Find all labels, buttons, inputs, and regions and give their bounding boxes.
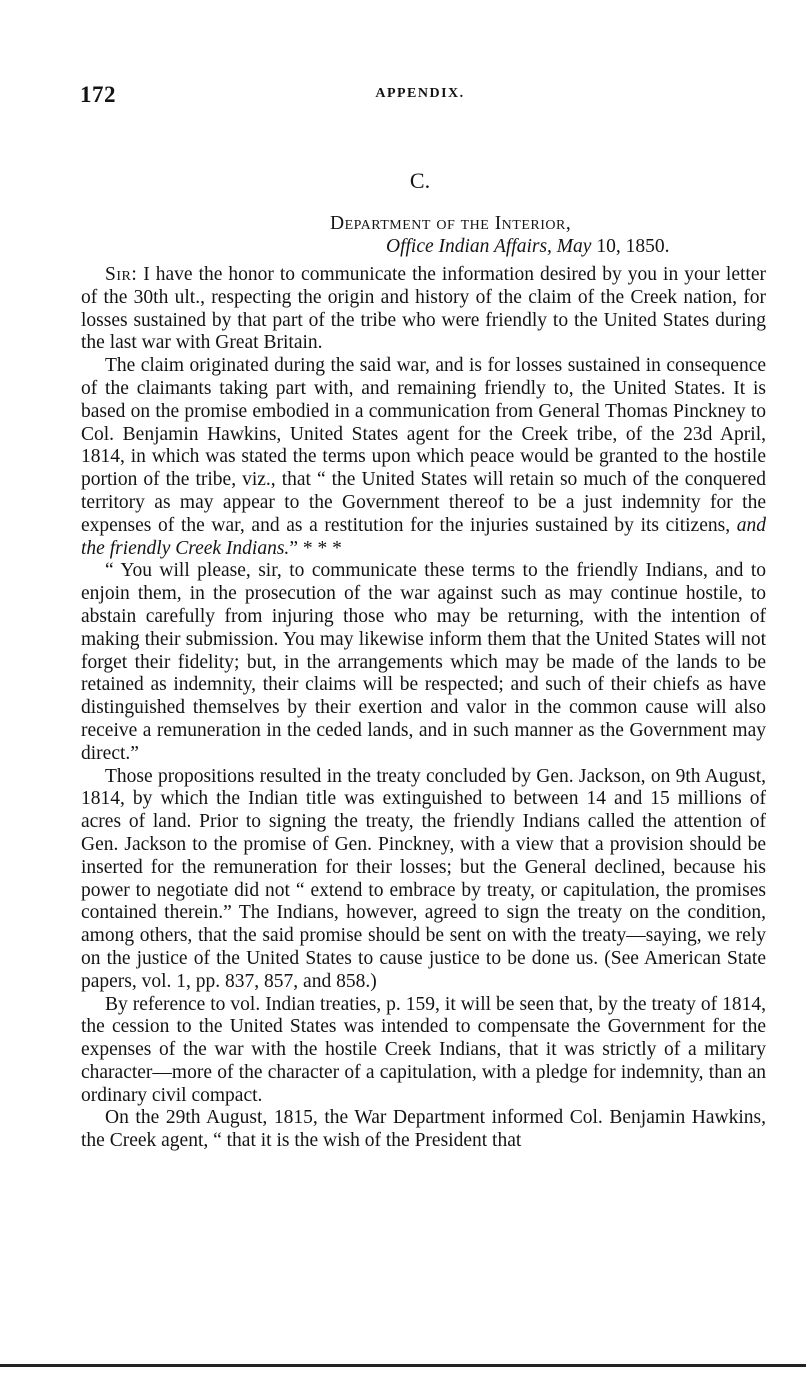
page-number: 172 <box>80 82 116 107</box>
paragraph-2-text-b: ” * * * <box>289 537 342 559</box>
letter-body <box>81 264 766 1153</box>
paragraph-quotation <box>81 560 766 765</box>
salutation: Sir: <box>105 264 138 285</box>
date-text: 10, 1850. <box>591 236 670 257</box>
paragraph-reference <box>81 994 766 1108</box>
running-head: APPENDIX. <box>375 86 465 101</box>
paragraph-treaty <box>81 766 766 994</box>
paragraph-salutation <box>81 264 766 355</box>
paragraph-2-text-a: The claim originated during the said war, and is for losses sustained in consequence of the claimants taking part with, and remaining friendly to, the United States. It is based on the promise embodied in a communication from General Thomas Pinckney to Col. Benjamin Hawkins, United States agent for the Creek tribe, of the 23d April, 1814, in which was stated the terms upon which peace would be granted to the hostile portion of the tribe, viz., that “ the United States will retain so much of the conquered territory as may appear to the Government thereof to be a just indemnity for the expenses of the war, and as a restitution for the injuries sustained by its citizens, <box>81 355 766 536</box>
page-bottom-edge <box>0 1364 806 1367</box>
section-letter: C. <box>409 168 431 193</box>
paragraph-1-text: I have the honor to communicate the information desired by you in your letter of the 30th ult., respecting the origin and history of the claim of the Creek nation, for losses sustained by that part of the tribe who were friendly to the United States during the last war with Great Britain. <box>81 264 766 354</box>
paragraph-claim-origin <box>81 355 766 560</box>
department-text: Department of the Interior, <box>330 213 572 234</box>
paragraph-war-department <box>81 1107 766 1153</box>
paragraph-2-italic: and the friendly Creek Indians. <box>81 514 766 559</box>
paragraph-5-text: By reference to vol. Indian treaties, p. 159, it will be seen that, by the treaty of 1814, the cession to the United States was intended to compensate the Government for the expenses of the war with the hostile Creek Indians, that it was strictly of a military character—more of the character of a capitulation, with a pledge for indemnity, than an ordinary civil compact. <box>81 993 766 1106</box>
letterhead-office-date <box>386 236 669 258</box>
office-text: Office Indian Affairs, May <box>386 236 592 257</box>
paragraph-6-text: On the 29th August, 1815, the War Department informed Col. Benjamin Hawkins, the Creek agent, “ that it is the wish of the President that <box>81 1107 766 1152</box>
paragraph-3-text: “ You will please, sir, to communicate these terms to the friendly Indians, and to enjoin them, in the prosecution of the war against such as may continue hostile, to abstain carefully from injuring those who may be returning, with the intention of making their submission. You may likewise inform them that the United States will not forget their fidelity; but, in the arrangements which may be made of the lands to be retained as indemnity, their claims will be respected; and such of their chiefs as have distinguished themselves by their exertion and valor in the common cause will also receive a remuneration in the ceded lands, and in such manner as the Government may direct.” <box>81 560 766 764</box>
paragraph-4-text: Those propositions resulted in the treaty concluded by Gen. Jackson, on 9th August, 1814, by which the Indian title was extinguished to between 14 and 15 millions of acres of land. Prior to signing the treaty, the friendly Indians called the attention of Gen. Jackson to the promise of Gen. Pinckney, with a view that a provision should be inserted for the remuneration for their losses; but the General declined, because his power to negotiate did not “ extend to embrace by treaty, or capitulation, the promises contained therein.” The Indians, however, agreed to sign the treaty on the condition, among others, that the said promise should be sent on with the treaty—saying, we rely on the justice of the United States to cause justice to be done us. (See American State papers, vol. 1, pp. 837, 857, and 858.) <box>81 765 766 992</box>
letterhead-department <box>330 213 571 235</box>
